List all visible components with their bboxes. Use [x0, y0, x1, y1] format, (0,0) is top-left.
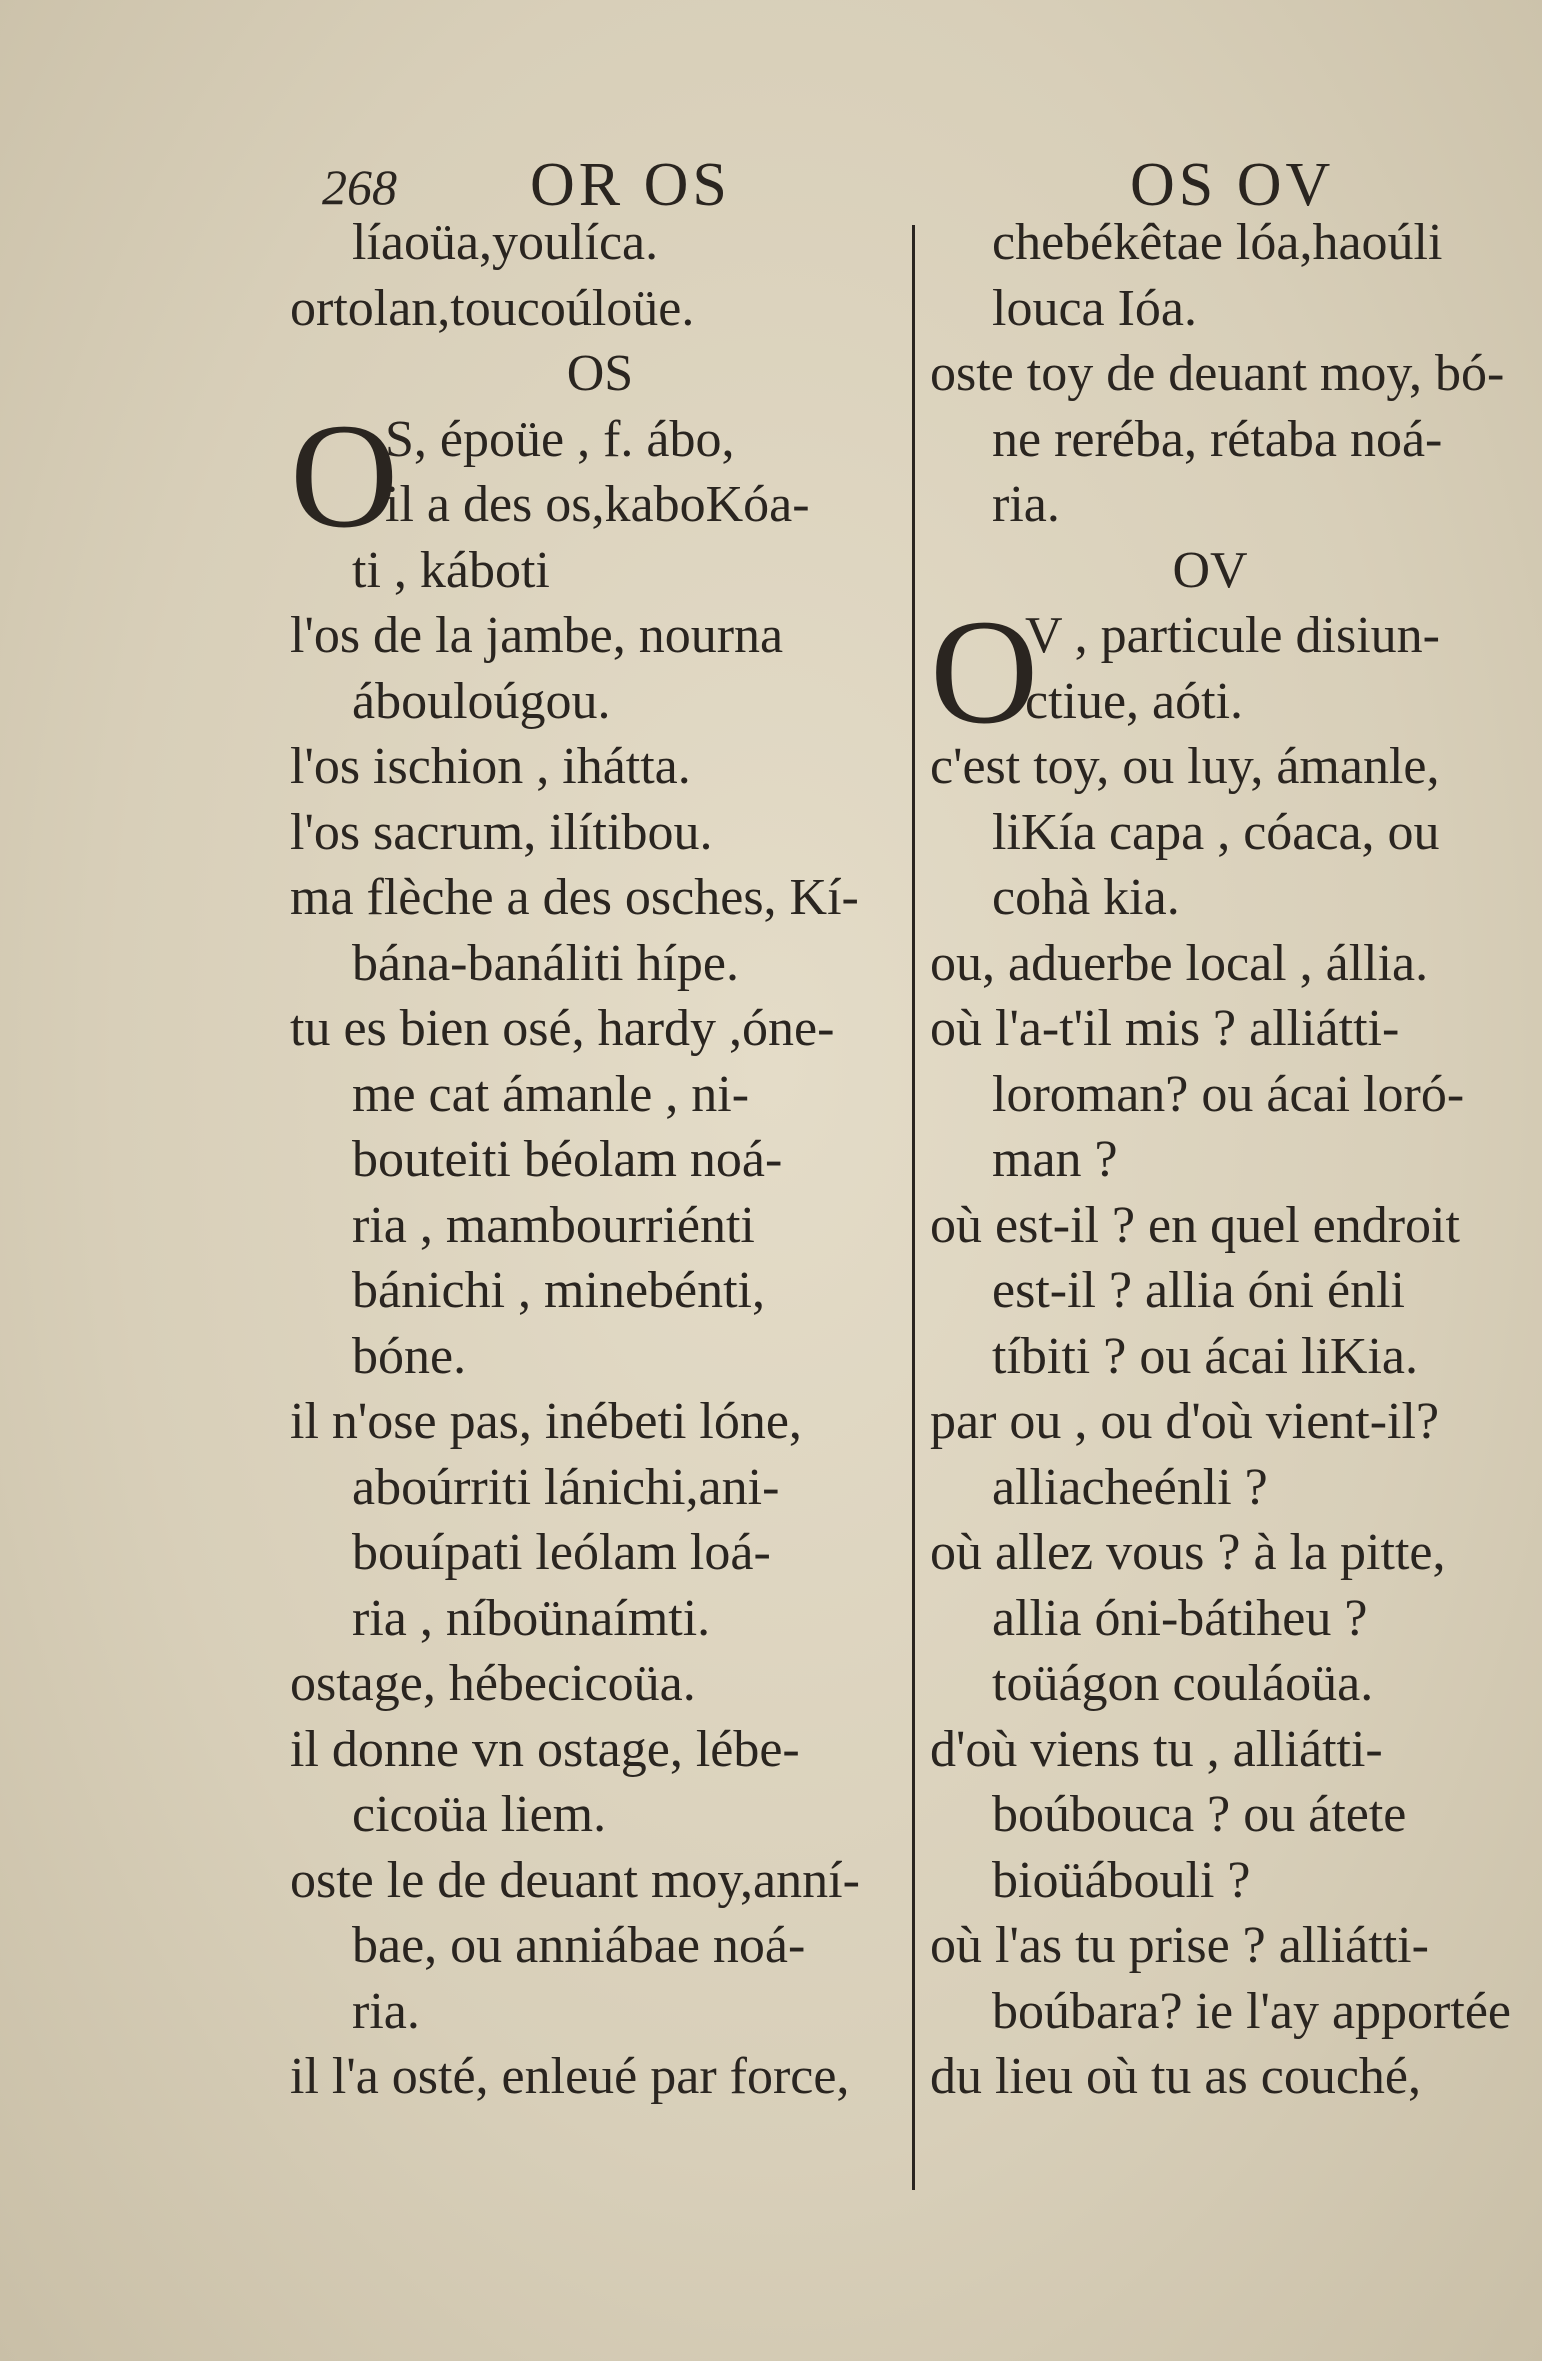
- left-running-title: OR OS: [530, 151, 731, 219]
- right-running-title: OS OV: [1130, 151, 1335, 219]
- entry-line: du lieu où tu as couché,: [930, 2048, 1421, 2105]
- right-column: [930, 210, 1511, 2110]
- section-heading: OV: [1172, 541, 1248, 599]
- dropcap-block: [930, 589, 1490, 755]
- entry-line: bae, ou anniábae noá-: [352, 1917, 806, 1974]
- entry-line: me cat ámanle , ni-: [352, 1065, 750, 1123]
- entry-line: est-il ? allia óni énli: [992, 1262, 1405, 1319]
- entry-line: man ?: [992, 1131, 1118, 1188]
- entry-line: bánichi , minebénti,: [352, 1262, 766, 1319]
- entry-line: líaoüa,youlíca.: [352, 214, 659, 271]
- entry-line: c'est toy, ou luy, ámanle,: [930, 738, 1440, 795]
- entry-line: chebékêtae lóa,haoúli: [992, 214, 1443, 271]
- section-heading: OS: [566, 345, 634, 402]
- entry-line: il a des os,kaboKóa-: [385, 476, 810, 533]
- entry-line: il n'ose pas, inébeti lóne,: [290, 1393, 802, 1450]
- entry-line: où l'a-t'il mis ? alliátti-: [930, 1000, 1400, 1057]
- entry-line: ortolan,toucoúloüe.: [290, 279, 695, 337]
- entry-line: bouípati leólam loá-: [352, 1524, 771, 1581]
- entry-line: tíbiti ? ou ácai liKia.: [992, 1327, 1418, 1385]
- left-column: [290, 210, 910, 2110]
- entry-line: oste le de deuant moy,anní-: [290, 1851, 860, 1909]
- entry-line: cohà kia.: [992, 869, 1180, 926]
- entry-line: où allez vous ? à la pitte,: [930, 1524, 1446, 1581]
- entry-line: l'os de la jambe, nourna: [290, 607, 784, 664]
- entry-line: cicoüa liem.: [352, 1786, 607, 1843]
- entry-line: loroman? ou ácai loró-: [992, 1065, 1465, 1123]
- entry-line: il donne vn ostage, lébe-: [290, 1720, 800, 1778]
- entry-line: l'os sacrum, ilítibou.: [290, 803, 713, 861]
- entry-line: où est-il ? en quel endroit: [930, 1196, 1460, 1254]
- entry-line: l'os ischion , ihátta.: [290, 738, 691, 795]
- entry-line: bioüábouli ?: [992, 1851, 1251, 1909]
- entry-line: liKía capa , cóaca, ou: [992, 803, 1440, 861]
- entry-line: ma flèche a des osches, Kí-: [290, 869, 859, 926]
- entry-line: ou, aduerbe local , állia.: [930, 934, 1429, 992]
- entry-line: bóne.: [352, 1327, 467, 1385]
- dropcap-letter: O: [290, 392, 399, 559]
- entry-line: toüágon couláoüa.: [992, 1655, 1374, 1712]
- entry-line: V , particule disiun-: [1025, 607, 1440, 664]
- column-rule: [912, 225, 915, 2190]
- entry-line: oste toy de deuant moy, bó-: [930, 345, 1505, 402]
- entry-line: tu es bien osé, hardy ,óne-: [290, 1000, 835, 1057]
- entry-line: ne reréba, rétaba noá-: [992, 410, 1443, 468]
- dropcap-block: [290, 392, 910, 559]
- entry-line: par ou , ou d'où vient-il?: [930, 1393, 1440, 1450]
- page-number: 268: [322, 159, 397, 215]
- entry-line: ostage, hébecicoüa.: [290, 1655, 696, 1712]
- entry-line: louca Ióa.: [992, 279, 1198, 337]
- entry-line: S, époüe , f. ábo,: [385, 410, 735, 468]
- entry-line: ábouloúgou.: [352, 672, 611, 730]
- entry-line: où l'as tu prise ? alliátti-: [930, 1917, 1429, 1974]
- entry-line: boúbouca ? ou átete: [992, 1786, 1407, 1843]
- entry-line: ria.: [352, 1982, 420, 2040]
- entry-line: ria.: [992, 476, 1060, 533]
- entry-line: d'où viens tu , alliátti-: [930, 1720, 1383, 1778]
- entry-line: allia óni-bátiheu ?: [992, 1589, 1368, 1647]
- entry-line: bána-banáliti hípe.: [352, 934, 739, 992]
- entry-line: il l'a osté, enleué par force,: [290, 2048, 850, 2105]
- entry-line: ti , káboti: [352, 541, 550, 599]
- entry-line: aboúrriti lánichi,ani-: [352, 1458, 780, 1516]
- entry-line: bouteiti béolam noá-: [352, 1131, 783, 1188]
- entry-line: ria , mambourriénti: [352, 1196, 755, 1254]
- entry-line: boúbara? ie l'ay apportée: [992, 1982, 1511, 2040]
- entry-line: alliacheénli ?: [992, 1458, 1268, 1516]
- entry-line: ria , níboünaímti.: [352, 1589, 711, 1647]
- dropcap-letter: O: [930, 589, 1039, 755]
- entry-line: ctiue, aóti.: [1025, 672, 1244, 730]
